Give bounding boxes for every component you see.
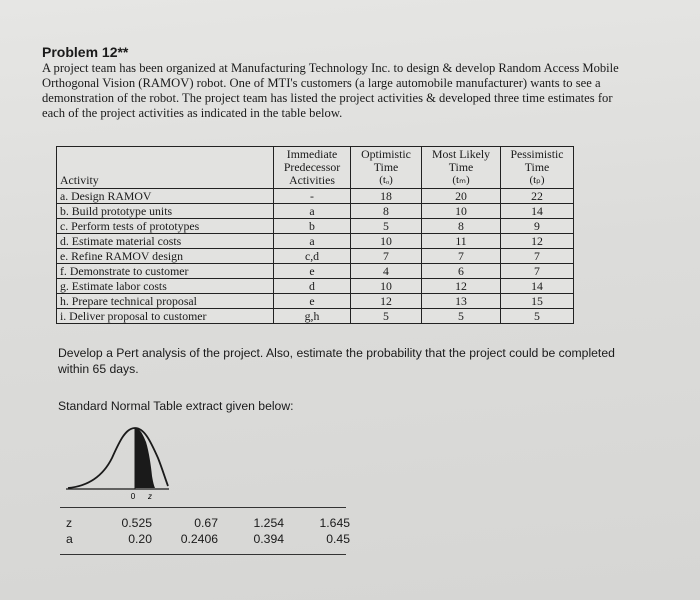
- cell-optimistic: 5: [351, 219, 422, 234]
- a-row-label: a: [66, 532, 73, 546]
- cell-most-likely: 20: [422, 189, 501, 204]
- cell-activity: d. Estimate material costs: [57, 234, 274, 249]
- z-row-label: z: [66, 516, 73, 530]
- z-value: 0.525: [121, 516, 152, 530]
- cell-optimistic: 8: [351, 204, 422, 219]
- axis-label-z: z: [148, 492, 152, 501]
- header-line: Most Likely: [432, 147, 490, 161]
- cell-pessimistic: 15: [501, 294, 574, 309]
- problem-title: Problem 12**: [42, 44, 129, 60]
- table-row: [57, 264, 574, 279]
- cell-activity: h. Prepare technical proposal: [57, 294, 274, 309]
- task-instruction: Develop a Pert analysis of the project. Also, estimate the probability that the project could be completed within 65 days.: [58, 346, 615, 376]
- bell-curve: [68, 428, 168, 488]
- table-row: [57, 294, 574, 309]
- table-row: [57, 234, 574, 249]
- cell-optimistic: 18: [351, 189, 422, 204]
- cell-most-likely: 5: [422, 309, 501, 324]
- header-symbol: (tₚ): [529, 174, 545, 186]
- cell-optimistic: 10: [351, 234, 422, 249]
- table-header-row: [57, 147, 574, 189]
- cell-predecessor: -: [274, 189, 351, 204]
- cell-activity: i. Deliver proposal to customer: [57, 309, 274, 324]
- z-value: 0.67: [194, 516, 218, 530]
- cell-optimistic: 5: [351, 309, 422, 324]
- header-line: Pessimistic: [510, 147, 564, 161]
- header-line: Predecessor: [283, 160, 341, 174]
- cell-pessimistic: 7: [501, 264, 574, 279]
- problem-statement: A project team has been organized at Manufacturing Technology Inc. to design & develop Random Access Mobile Orthogonal Vision (RAMOV) robot. One of MTI's customers (a large automobile manufacturer) wants to see a demonstration of the robot. The project team has listed the project activities & developed three time estimates for each of the project activities as indicated in the table below.: [42, 61, 619, 120]
- table-row: [57, 204, 574, 219]
- a-value: 0.2406: [180, 532, 218, 546]
- cell-optimistic: 4: [351, 264, 422, 279]
- header-line: Time: [524, 160, 550, 174]
- activity-table: [56, 146, 574, 324]
- header-line: Immediate: [286, 147, 338, 161]
- header-symbol: (tₘ): [452, 174, 470, 186]
- cell-predecessor: a: [274, 234, 351, 249]
- cell-most-likely: 7: [422, 249, 501, 264]
- table-row: [57, 279, 574, 294]
- cell-most-likely: 12: [422, 279, 501, 294]
- normal-table-caption: Standard Normal Table extract given below:: [58, 399, 294, 413]
- cell-predecessor: d: [274, 279, 351, 294]
- cell-predecessor: b: [274, 219, 351, 234]
- header-line: Activities: [289, 173, 335, 187]
- cell-most-likely: 10: [422, 204, 501, 219]
- cell-pessimistic: 14: [501, 279, 574, 294]
- z-value: 1.645: [319, 516, 350, 530]
- cell-predecessor: e: [274, 294, 351, 309]
- header-activity: Activity: [57, 147, 274, 189]
- cell-most-likely: 11: [422, 234, 501, 249]
- z-table: [66, 515, 350, 547]
- a-value: 0.20: [128, 532, 152, 546]
- cell-pessimistic: 12: [501, 234, 574, 249]
- divider-top: [60, 507, 346, 508]
- axis-label-zero: 0: [130, 492, 136, 501]
- cell-activity: e. Refine RAMOV design: [57, 249, 274, 264]
- table-row: [57, 249, 574, 264]
- table-row: [57, 189, 574, 204]
- cell-most-likely: 13: [422, 294, 501, 309]
- header-optimistic: [351, 147, 422, 189]
- cell-activity: f. Demonstrate to customer: [57, 264, 274, 279]
- cell-activity: b. Build prototype units: [57, 204, 274, 219]
- cell-pessimistic: 14: [501, 204, 574, 219]
- cell-optimistic: 12: [351, 294, 422, 309]
- cell-most-likely: 6: [422, 264, 501, 279]
- header-symbol: (tₒ): [379, 174, 393, 186]
- cell-pessimistic: 7: [501, 249, 574, 264]
- cell-activity: g. Estimate labor costs: [57, 279, 274, 294]
- a-row: [66, 531, 350, 547]
- header-line: Optimistic: [361, 147, 411, 161]
- cell-pessimistic: 5: [501, 309, 574, 324]
- header-predecessor: [274, 147, 351, 189]
- a-value: 0.394: [253, 532, 284, 546]
- cell-most-likely: 8: [422, 219, 501, 234]
- a-value: 0.45: [326, 532, 350, 546]
- cell-predecessor: g,h: [274, 309, 351, 324]
- table-row: [57, 219, 574, 234]
- cell-pessimistic: 9: [501, 219, 574, 234]
- shaded-area: [135, 428, 155, 488]
- table-body: [57, 189, 574, 324]
- normal-curve-figure: [60, 412, 170, 502]
- header-line: Time: [448, 160, 474, 174]
- cell-optimistic: 7: [351, 249, 422, 264]
- cell-predecessor: c,d: [274, 249, 351, 264]
- divider-bottom: [60, 554, 346, 555]
- z-value: 1.254: [253, 516, 284, 530]
- cell-pessimistic: 22: [501, 189, 574, 204]
- header-pessimistic: [501, 147, 574, 189]
- z-row: [66, 515, 350, 531]
- header-most-likely: [422, 147, 501, 189]
- cell-activity: c. Perform tests of prototypes: [57, 219, 274, 234]
- table-row: [57, 309, 574, 324]
- cell-activity: a. Design RAMOV: [57, 189, 274, 204]
- header-line: Time: [373, 160, 399, 174]
- cell-predecessor: e: [274, 264, 351, 279]
- cell-optimistic: 10: [351, 279, 422, 294]
- cell-predecessor: a: [274, 204, 351, 219]
